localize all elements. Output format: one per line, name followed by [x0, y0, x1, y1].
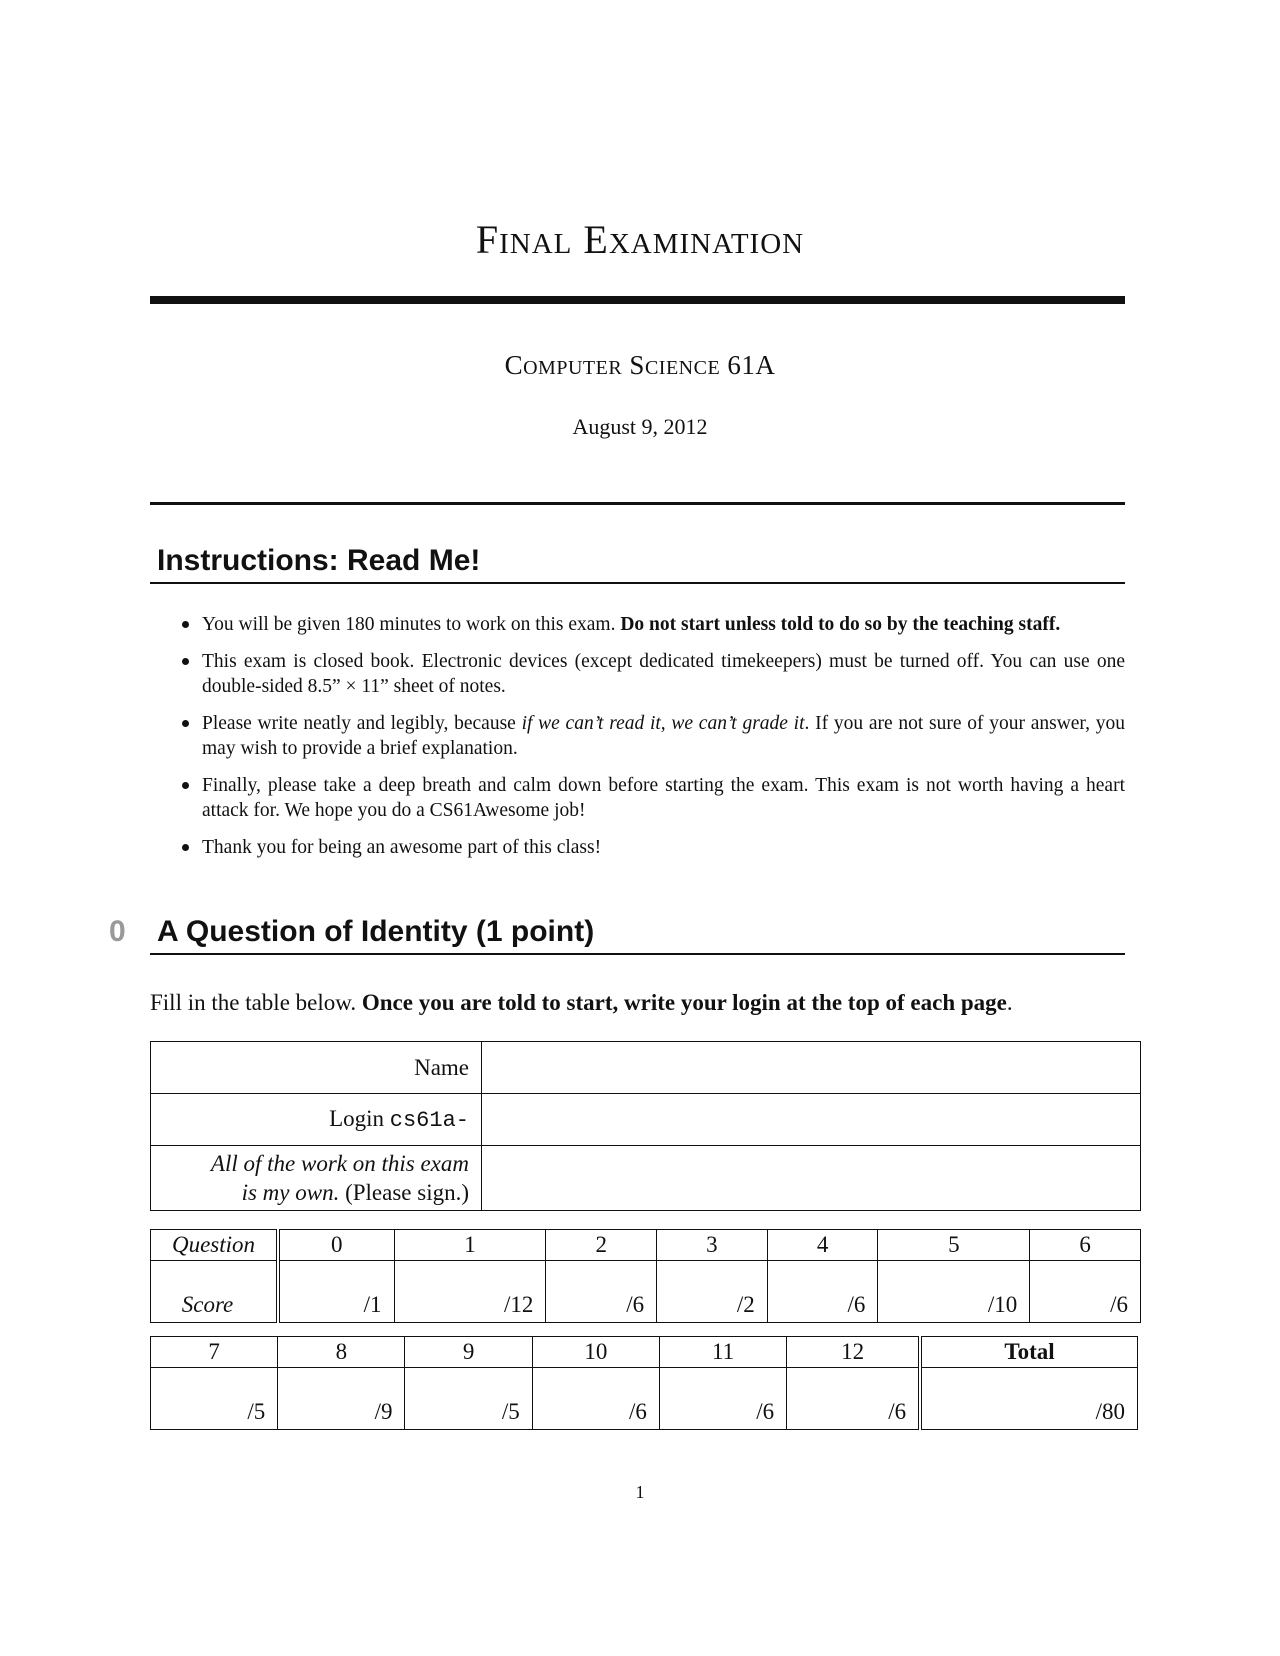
score-cell[interactable]: /9: [278, 1368, 405, 1430]
question-number: 12: [787, 1337, 920, 1368]
list-item: You will be given 180 minutes to work on this exam. Do not start unless told to do so by the teaching staff.: [180, 612, 1125, 637]
name-field[interactable]: [482, 1042, 1141, 1094]
score-cell[interactable]: /6: [1030, 1261, 1141, 1323]
title-rule: [150, 296, 1125, 304]
page-number: 1: [635, 1482, 645, 1502]
course-name: COMPUTER SCIENCE 61A: [504, 350, 776, 380]
bullet-icon: [182, 720, 189, 727]
question-number: 10: [532, 1337, 659, 1368]
score-cell[interactable]: /5: [151, 1368, 278, 1430]
score-cell[interactable]: /6: [787, 1368, 920, 1430]
header-rule: [150, 502, 1125, 505]
total-score-cell[interactable]: /80: [920, 1368, 1137, 1430]
login-label: Login cs61a-: [151, 1094, 482, 1146]
identity-table: [150, 1041, 1141, 1211]
score-cell[interactable]: /1: [278, 1261, 394, 1323]
question-number: 11: [659, 1337, 786, 1368]
score-cell[interactable]: /12: [394, 1261, 546, 1323]
signature-field[interactable]: [482, 1146, 1141, 1211]
signature-label: All of the work on this exam is my own. (Please sign.): [151, 1146, 482, 1211]
list-item: Thank you for being an awesome part of this class!: [180, 835, 1125, 860]
score-cell[interactable]: /2: [657, 1261, 768, 1323]
question-label: Question: [151, 1230, 279, 1261]
score-table-bottom: [150, 1336, 1138, 1430]
list-item: Finally, please take a deep breath and calm down before starting the exam. This exam is not worth having a heart attack for. We hope you do a CS61Awesome job!: [180, 773, 1125, 823]
question-number: 0: [109, 915, 126, 948]
bullet-icon: [182, 658, 189, 665]
exam-date: August 9, 2012: [572, 414, 708, 439]
list-item: This exam is closed book. Electronic devices (except dedicated timekeepers) must be turned off. You can use one double-sided 8.5” × 11” sheet of notes.: [180, 649, 1125, 699]
instructions-list: [180, 612, 1125, 872]
exam-title: FINAL EXAMINATION: [475, 217, 805, 262]
question-number: 5: [878, 1230, 1030, 1261]
instructions-heading: Instructions: Read Me!: [150, 544, 1125, 584]
question-number: 2: [546, 1230, 657, 1261]
score-cell[interactable]: /6: [659, 1368, 786, 1430]
total-label: Total: [920, 1337, 1137, 1368]
question-number: 4: [767, 1230, 878, 1261]
score-cell[interactable]: /6: [767, 1261, 878, 1323]
score-table-top: [150, 1229, 1141, 1323]
question-number: 7: [151, 1337, 278, 1368]
bullet-icon: [182, 621, 189, 628]
score-cell[interactable]: /6: [546, 1261, 657, 1323]
question-number: 0: [278, 1230, 394, 1261]
question-0-heading: 0 A Question of Identity (1 point): [150, 915, 1125, 955]
score-cell[interactable]: /10: [878, 1261, 1030, 1323]
question-number: 9: [405, 1337, 532, 1368]
name-label: Name: [151, 1042, 482, 1094]
question-number: 8: [278, 1337, 405, 1368]
fill-instructions: Fill in the table below. Once you are told to start, write your login at the top of each page.: [150, 990, 1013, 1015]
score-cell[interactable]: /5: [405, 1368, 532, 1430]
question-number: 3: [657, 1230, 768, 1261]
list-item: Please write neatly and legibly, because if we can’t read it, we can’t grade it. If you are not sure of your answer, you may wish to provide a brief explanation.: [180, 711, 1125, 761]
login-field[interactable]: [482, 1094, 1141, 1146]
bullet-icon: [182, 782, 189, 789]
question-number: 1: [394, 1230, 546, 1261]
question-number: 6: [1030, 1230, 1141, 1261]
bullet-icon: [182, 844, 189, 851]
score-label: Score: [151, 1261, 279, 1323]
score-cell[interactable]: /6: [532, 1368, 659, 1430]
